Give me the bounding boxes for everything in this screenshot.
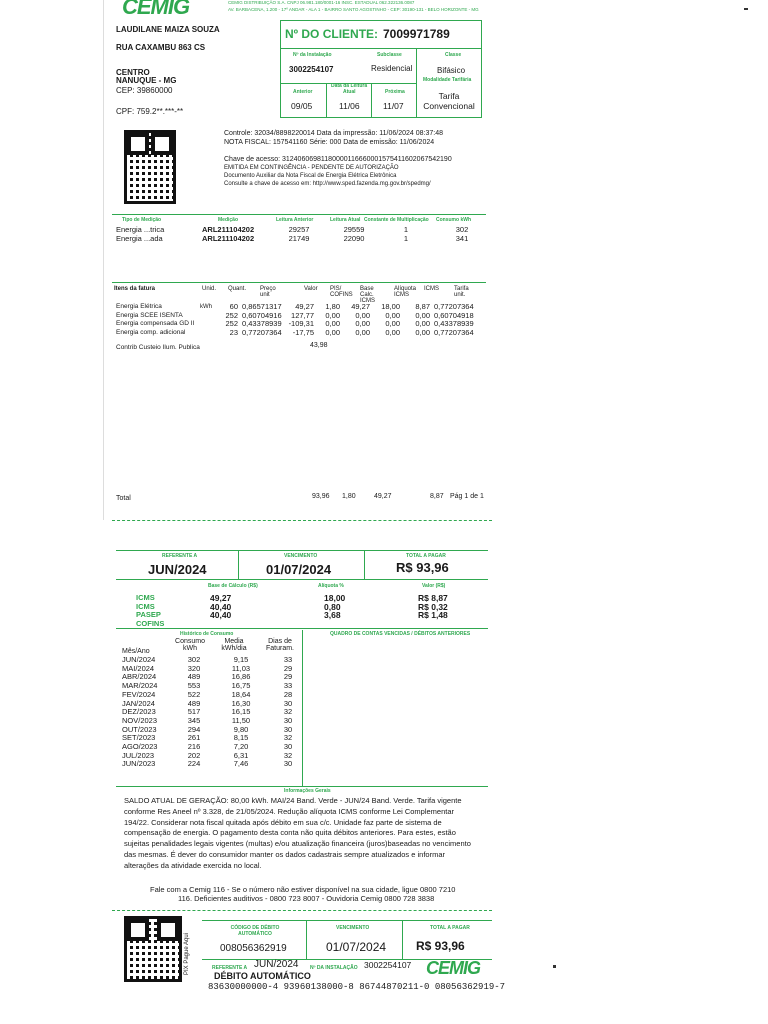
table-row: ICMS 49,27 18,00 R$ 8,87 [136,593,448,603]
reading-next-label: Próxima [385,89,405,95]
client-box [280,20,482,118]
pix-qr-code-icon [124,916,182,982]
reading-previous: 09/05 [291,101,313,111]
installation-label: Nº da Instalação [293,52,332,58]
table-row: JAN/2024 489 16,30 30 [122,698,293,708]
summary-due-label: VENCIMENTO [284,553,318,559]
summary-ref-label: REFERENTE A [162,553,198,559]
pix-label: PIX Pague Aqui [184,932,190,975]
stub-inst: 3002254107 [364,960,412,970]
total-base: 49,27 [374,493,392,500]
table-row: JUN/2024 302 9,15 33 [122,655,293,664]
customer-street: RUA CAXAMBU 863 CS [116,43,206,52]
fiscal-url: Consulte a chave de acesso em: http://www.sped.fazenda.mg.gov.br/spedmg/ [224,181,431,187]
info-title: Informações Gerais [284,788,331,794]
table-row: OUT/2023 294 9,80 30 [122,724,293,734]
table-row: DEZ/2023 517 16,15 32 [122,707,293,717]
summary-ref: JUN/2024 [148,562,207,577]
table-row: COFINS [136,618,165,628]
stub-inst-label: Nº DA INSTALAÇÃO [310,965,358,971]
cip-value: 43,98 [310,342,328,349]
stub-due: 01/07/2024 [326,940,387,954]
customer-district: CENTRO [116,68,150,77]
total-icms: 8,87 [430,493,444,500]
table-row: ABR/2024 489 16,86 29 [122,672,293,682]
reading-current-label: Atual [343,89,356,95]
table-row: MAR/2024 553 16,75 33 [122,681,293,691]
fiscal-note: NOTA FISCAL: 157541160 Série: 000 Data de emissão: 11/06/2024 [224,139,435,146]
subclass-label: Subclasse [377,52,402,58]
company-line-2: AV. BARBACENA, 1.200 - 17º ANDAR - ALA 1 - BAIRRO SANTO AGOSTINHO - CEP: 30190-131 - BELO HORIZONTE - MG [228,7,479,12]
stub-code-label: CÓDIGO DE DÉBITO AUTOMÁTICO [230,925,280,937]
meter-header-kwh: Consumo kWh [436,217,471,223]
page-number: Pág 1 de 1 [450,493,484,500]
total-pis: 1,80 [342,493,356,500]
class-value: Bifásico [437,66,466,75]
tariff-label: Modalidade Tarifária [423,77,472,83]
cemig-logo-header: CEMIG [122,0,190,19]
meter-header-meter: Medição [218,217,239,223]
customer-cpf: CPF: 759.2**.***-** [116,107,184,116]
client-number: 7009971789 [383,27,450,41]
cip-label: Contrib Custeio Ilum. Publica [116,344,200,351]
fiscal-doc: Documento Auxiliar da Nota Fiscal de Energia Elétrica Eletrônica [224,173,397,179]
history-table [120,656,310,769]
tariff-value: Tarifa Convencional [423,91,475,111]
table-row: Energia compensada GD II 252 0,43378939 -109,31 0,00 0,00 0,00 0,00 0,43378939 [116,319,474,329]
fiscal-control: Controle: 32034/8898220014 Data da impressão: 11/06/2024 08:37:48 [224,130,443,137]
fiscal-contingency: EMITIDA EM CONTINGÊNCIA - PENDENTE DE AUTORIZAÇÃO [224,165,399,171]
total-label: Total [116,495,131,502]
info-text: SALDO ATUAL DE GERAÇÃO: 80,00 kWh. MAI/24 Band. Verde - JUN/24 Band. Verde. Tarifa vigente conforme Res Aneel nº 3.328, de 21/05/2024. Redução alíquota ICMS conforme Lei Complementar 194/22. Considerar nota fiscal quitada após débito em sua c/c. Unidade faz parte de sistema de compensação de energia. O pagamento desta conta não quita débitos anteriores. Para estes, estão sujeitas penalidades legais vigentes (multas) e/ou atualização financeira (juros)baseadas no vencimento das mesmas. É dever do consumidor manter os dados cadastrais sempre atualizados e informar alterações da atividade exercida no local. [124,796,471,870]
stub-code: 008056362919 [220,943,287,954]
table-row: SET/2023 261 8,15 32 [122,733,293,743]
installation-number: 3002254107 [289,65,334,74]
table-row: Energia comp. adicional 23 0,77207364 -17,75 0,00 0,00 0,00 0,00 0,77207364 [116,327,474,337]
cemig-logo-stub: CEMIG [426,958,481,978]
contact-line-1: Fale com a Cemig 116 - Se o número não estiver disponível na sua cidade, ligue 0800 7210 [150,885,456,894]
stub-due-label: VENCIMENTO [336,925,370,931]
class-label: Classe [445,52,462,58]
fiscal-access-key: Chave de acesso: 31240606981180000116660001575411602067542190 [224,156,452,163]
reading-current: 11/06 [339,101,360,111]
table-row: Energia ...trica ARL211104202 29257 29559 1 302 [116,225,469,234]
meter-header-type: Tipo de Medição [122,217,162,223]
stub-ref-label: REFERENTE A [212,965,248,971]
table-row: JUL/2023 202 6,31 32 [122,750,293,760]
stub-debit: DÉBITO AUTOMÁTICO [214,971,311,981]
items-table [114,303,476,337]
table-row: PASEP 40,40 3,68 R$ 1,48 [136,610,448,621]
stub-ref: JUN/2024 [254,959,299,970]
stub-total: R$ 93,96 [416,939,465,953]
tax-table [134,594,480,628]
overdue-title: QUADRO DE CONTAS VENCIDAS / DÉBITOS ANTERIORES [330,631,471,637]
stub-box [202,920,492,960]
stub-total-label: TOTAL A PAGAR [430,925,470,931]
client-number-label: Nº DO CLIENTE: [285,27,379,41]
reading-header: Data da Leitura [331,83,368,89]
table-row: FEV/2024 522 18,64 28 [122,689,293,699]
table-row: JUN/2023 224 7,46 30 [122,759,293,769]
reading-previous-label: Anterior [293,89,313,95]
table-row: Energia ...ada ARL211104202 21749 22090 1 341 [116,233,469,243]
meter-header-prev: Leitura Anterior [276,217,314,223]
subclass-value: Residencial [371,64,413,73]
total-valor: 93,96 [312,493,330,500]
table-row: MAI/2024 320 11,03 29 [122,663,293,673]
barcode-line: 83630000000-4 93960138000-8 86744870211-0 08056362919-7 [208,982,506,992]
meter-header-curr: Leitura Atual [330,217,361,223]
customer-city: NANUQUE - MG [116,76,177,85]
tax-rate-label: Alíquota % [318,583,344,589]
customer-cep: CEP: 39860000 [116,86,173,95]
summary-total: R$ 93,96 [396,560,449,575]
meter-header-const: Constante de Multiplicação [364,217,429,223]
table-row: Energia SCEE ISENTA 252 0,60704916 127,77 0,00 0,00 0,00 0,00 0,60704918 [116,310,474,320]
metering-table [114,226,492,243]
contact-line-2: 116. Deficientes auditivos - 0800 723 8007 - Ouvidoria Cemig 0800 728 3838 [178,894,435,903]
customer-name: LAUDILANE MAIZA SOUZA [116,25,220,34]
table-row: ICMS 40,40 0,80 R$ 0,32 [136,601,448,612]
summary-box [116,550,488,580]
table-row: Energia Elétrica kWh 60 0,86571317 49,27 1,80 49,27 18,00 8,87 0,77207364 [116,302,474,311]
history-title: Histórico de Consumo [180,631,234,637]
table-row: NOV/2023 345 11,50 30 [122,715,293,725]
tax-base-label: Base de Cálculo (R$) [208,583,258,589]
table-row: AGO/2023 216 7,20 30 [122,742,293,752]
reading-next: 11/07 [383,101,404,111]
summary-due: 01/07/2024 [266,562,332,577]
tax-value-label: Valor (R$) [422,583,446,589]
summary-total-label: TOTAL A PAGAR [406,553,446,559]
qr-code-icon [124,130,176,204]
company-line-1: CEMIG DISTRIBUIÇÃO S.A. CNPJ 06.981.180/0001-16 INSC. ESTADUAL 062.322136.0087 [228,0,415,5]
